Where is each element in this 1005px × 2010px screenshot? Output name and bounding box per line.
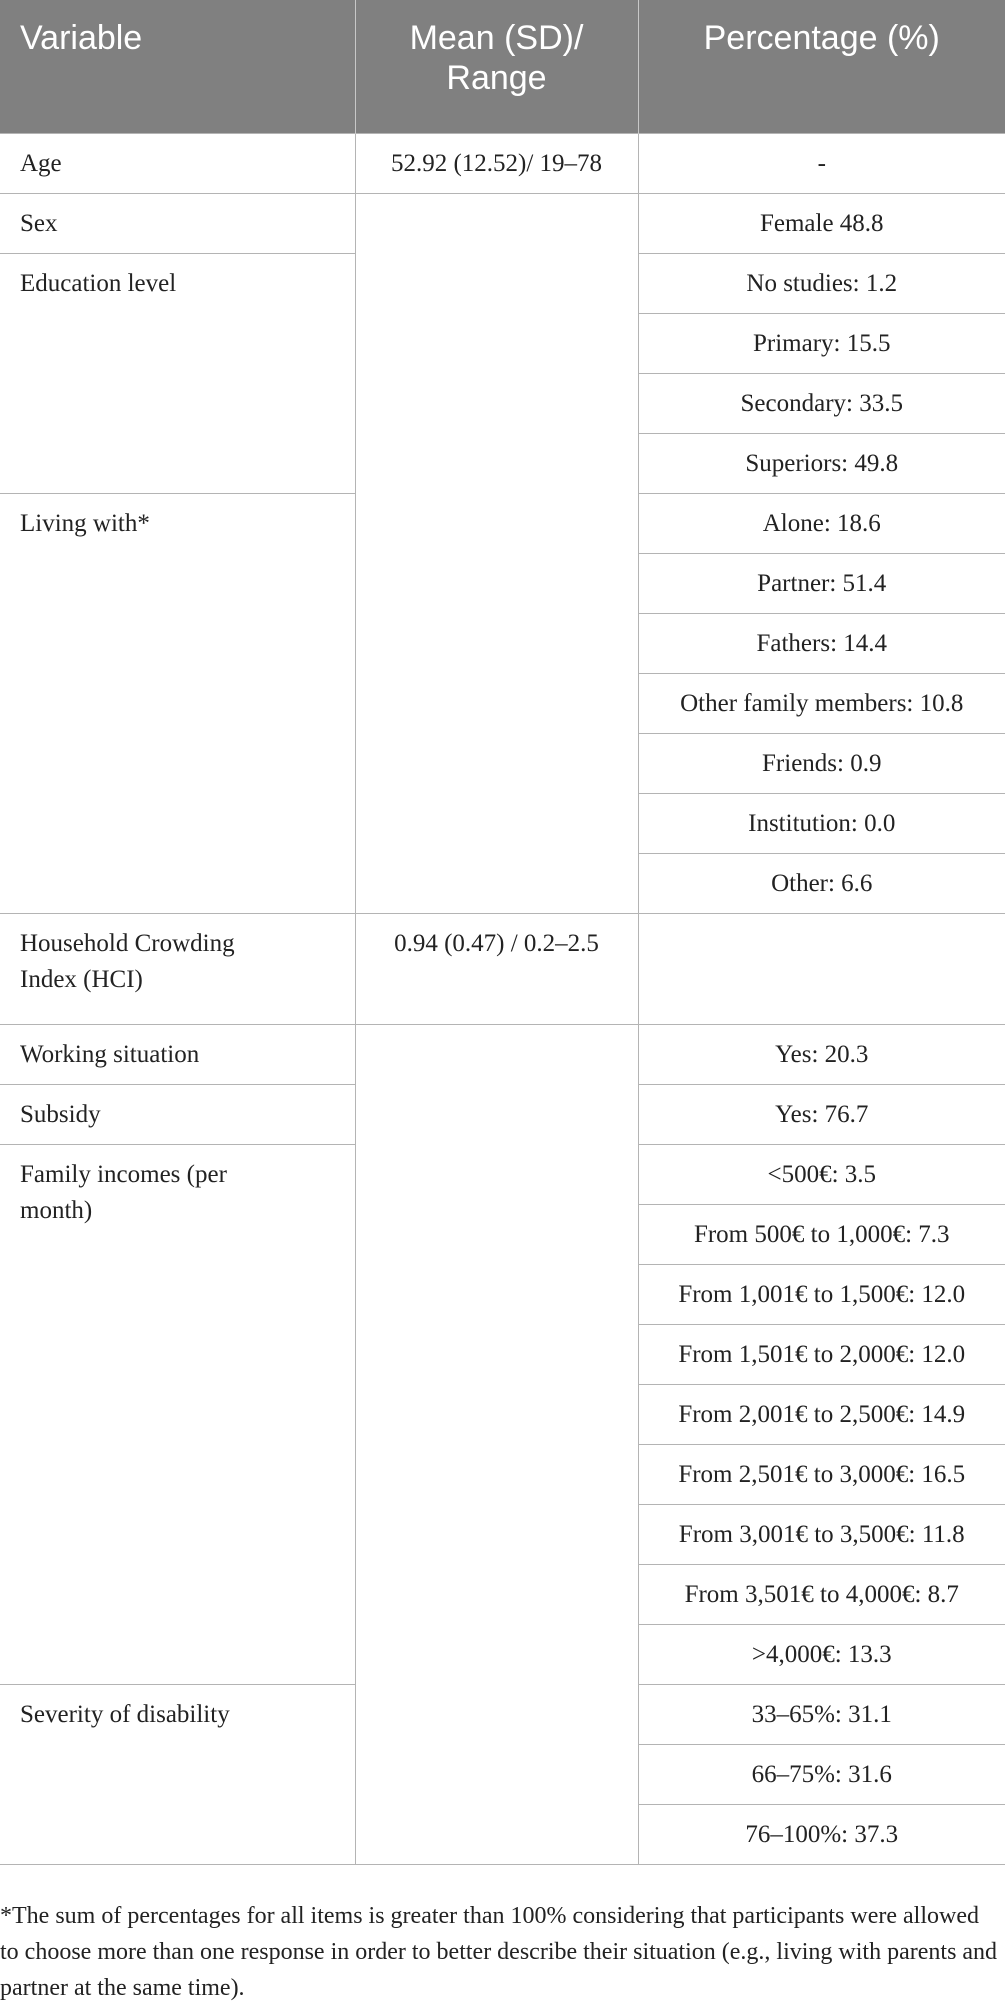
cell-working-label: Working situation [0, 1025, 355, 1085]
cell-education-pct-2: Secondary: 33.5 [638, 374, 1005, 434]
cell-living-pct-5: Institution: 0.0 [638, 794, 1005, 854]
table-row-working [0, 1025, 1005, 1085]
cell-severity-pct-0: 33–65%: 31.1 [638, 1685, 1005, 1745]
header-row [0, 0, 1005, 134]
cell-incomes-label-line2: month) [20, 1197, 93, 1224]
cell-incomes-pct-4: From 2,001€ to 2,500€: 14.9 [638, 1385, 1005, 1445]
cell-living-pct-2: Fathers: 14.4 [638, 614, 1005, 674]
cell-age-label: Age [0, 134, 355, 194]
cell-incomes-pct-7: From 3,501€ to 4,000€: 8.7 [638, 1565, 1005, 1625]
cell-age-mean: 52.92 (12.52)/ 19–78 [355, 134, 638, 194]
cell-education-label: Education level [0, 254, 355, 494]
table-row-sex [0, 194, 1005, 254]
cell-mean-empty-2 [355, 1025, 638, 1865]
cell-living-pct-1: Partner: 51.4 [638, 554, 1005, 614]
cell-incomes-pct-6: From 3,001€ to 3,500€: 11.8 [638, 1505, 1005, 1565]
cell-sex-pct-0: Female 48.8 [638, 194, 1005, 254]
cell-severity-pct-1: 66–75%: 31.6 [638, 1745, 1005, 1805]
cell-education-pct-1: Primary: 15.5 [638, 314, 1005, 374]
cell-hci-label-line2: Index (HCI) [20, 966, 143, 993]
cell-severity-label: Severity of disability [0, 1685, 355, 1865]
cell-hci-label [0, 914, 355, 1025]
cell-severity-pct-2: 76–100%: 37.3 [638, 1805, 1005, 1865]
cell-subsidy-pct-0: Yes: 76.7 [638, 1085, 1005, 1145]
cell-education-pct-0: No studies: 1.2 [638, 254, 1005, 314]
header-percentage: Percentage (%) [638, 0, 1005, 134]
cell-education-pct-3: Superiors: 49.8 [638, 434, 1005, 494]
cell-mean-empty-1 [355, 194, 638, 914]
cell-incomes-pct-3: From 1,501€ to 2,000€: 12.0 [638, 1325, 1005, 1385]
table-row-hci [0, 914, 1005, 1025]
cell-hci-label-line1: Household Crowding [20, 930, 235, 957]
cell-incomes-label [0, 1145, 355, 1685]
header-mean-line2: Range [446, 59, 547, 97]
cell-living-pct-4: Friends: 0.9 [638, 734, 1005, 794]
cell-subsidy-label: Subsidy [0, 1085, 355, 1145]
cell-hci-mean: 0.94 (0.47) / 0.2–2.5 [355, 914, 638, 1025]
cell-living-pct-0: Alone: 18.6 [638, 494, 1005, 554]
cell-incomes-pct-1: From 500€ to 1,000€: 7.3 [638, 1205, 1005, 1265]
cell-hci-pct [638, 914, 1005, 1025]
cell-living-pct-6: Other: 6.6 [638, 854, 1005, 914]
cell-sex-label: Sex [0, 194, 355, 254]
cell-working-pct-0: Yes: 20.3 [638, 1025, 1005, 1085]
cell-living-pct-3: Other family members: 10.8 [638, 674, 1005, 734]
cell-incomes-label-line1: Family incomes (per [20, 1161, 227, 1188]
cell-incomes-pct-2: From 1,001€ to 1,500€: 12.0 [638, 1265, 1005, 1325]
header-mean-range [355, 0, 638, 134]
cell-living-label: Living with* [0, 494, 355, 914]
header-variable: Variable [0, 0, 355, 134]
cell-incomes-pct-8: >4,000€: 13.3 [638, 1625, 1005, 1685]
cell-incomes-pct-5: From 2,501€ to 3,000€: 16.5 [638, 1445, 1005, 1505]
table-row-age [0, 134, 1005, 194]
table-footnote: *The sum of percentages for all items is greater than 100% considering that participants were allowed to choose more than one response in order to better describe their situation (e.g., living with parents and partner at the same time). [0, 1903, 998, 2001]
cell-incomes-pct-0: <500€: 3.5 [638, 1145, 1005, 1205]
cell-age-pct: - [638, 134, 1005, 194]
header-mean-line1: Mean (SD)/ [409, 19, 584, 57]
